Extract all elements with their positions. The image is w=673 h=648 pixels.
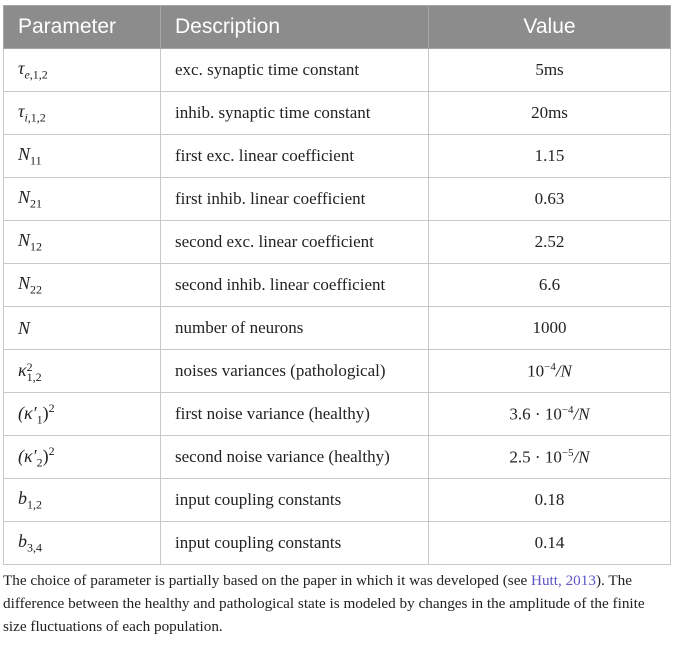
parameter-description: noises variances (pathological) bbox=[161, 350, 429, 393]
parameter-symbol: $N_{11}$ bbox=[4, 135, 161, 178]
table-row bbox=[4, 135, 671, 178]
parameter-symbol: N bbox=[4, 307, 161, 350]
parameter-description: input coupling constants bbox=[161, 522, 429, 565]
table-row bbox=[4, 522, 671, 565]
table-row bbox=[4, 479, 671, 522]
parameter-symbol: $N_{22}$ bbox=[4, 264, 161, 307]
parameter-value: $10^{-4}/N$ bbox=[429, 350, 671, 393]
parameter-description: second exc. linear coefficient bbox=[161, 221, 429, 264]
parameter-value: 0.63 bbox=[429, 178, 671, 221]
table-row bbox=[4, 92, 671, 135]
parameter-description: exc. synaptic time constant bbox=[161, 49, 429, 92]
parameter-symbol: $N_{12}$ bbox=[4, 221, 161, 264]
parameter-value: 0.14 bbox=[429, 522, 671, 565]
parameter-value: 6.6 bbox=[429, 264, 671, 307]
parameter-table bbox=[3, 5, 671, 565]
parameter-value: 1000 bbox=[429, 307, 671, 350]
parameter-value: 5ms bbox=[429, 49, 671, 92]
parameter-description: second inhib. linear coefficient bbox=[161, 264, 429, 307]
parameter-description: number of neurons bbox=[161, 307, 429, 350]
citation-link[interactable]: Hutt, 2013 bbox=[530, 572, 596, 589]
parameter-value: 1.15 bbox=[429, 135, 671, 178]
parameter-description: inhib. synaptic time constant bbox=[161, 92, 429, 135]
parameter-value: 0.18 bbox=[429, 479, 671, 522]
table-row bbox=[4, 221, 671, 264]
parameter-symbol: $\tau_{i,1,2}$ bbox=[4, 92, 161, 135]
table-row bbox=[4, 393, 671, 436]
table-row bbox=[4, 49, 671, 92]
header-parameter: Parameter bbox=[4, 6, 161, 49]
parameter-value: $2.5 \cdot 10^{-5}/N$ bbox=[429, 436, 671, 479]
parameter-value: $3.6 \cdot 10^{-4}/N$ bbox=[429, 393, 671, 436]
parameter-symbol: $(\kappa'_1)^2$ bbox=[4, 393, 161, 436]
parameter-description: input coupling constants bbox=[161, 479, 429, 522]
table-caption: The choice of parameter is partially based on the paper in which it was developed (see Hutt, 2013). The difference between the healthy and pathological state is modeled by changes in the amplitude of the finite size fluctuations of each population. bbox=[3, 572, 645, 635]
table-row bbox=[4, 307, 671, 350]
parameter-description: first noise variance (healthy) bbox=[161, 393, 429, 436]
table-row bbox=[4, 436, 671, 479]
parameter-value: 2.52 bbox=[429, 221, 671, 264]
parameter-value: 20ms bbox=[429, 92, 671, 135]
parameter-symbol: $b_{3,4}$ bbox=[4, 522, 161, 565]
parameter-symbol: $b_{1,2}$ bbox=[4, 479, 161, 522]
header-value: Value bbox=[429, 6, 671, 49]
header-description: Description bbox=[161, 6, 429, 49]
parameter-symbol: $(\kappa'_2)^2$ bbox=[4, 436, 161, 479]
parameter-description: second noise variance (healthy) bbox=[161, 436, 429, 479]
parameter-symbol: $\tau_{e,1,2}$ bbox=[4, 49, 161, 92]
table-row bbox=[4, 264, 671, 307]
parameter-description: first inhib. linear coefficient bbox=[161, 178, 429, 221]
parameter-symbol: κ 2 1,2 bbox=[4, 350, 161, 393]
parameter-symbol: $N_{21}$ bbox=[4, 178, 161, 221]
table-header-row bbox=[4, 6, 671, 49]
table-row bbox=[4, 178, 671, 221]
parameter-description: first exc. linear coefficient bbox=[161, 135, 429, 178]
table-row bbox=[4, 350, 671, 393]
